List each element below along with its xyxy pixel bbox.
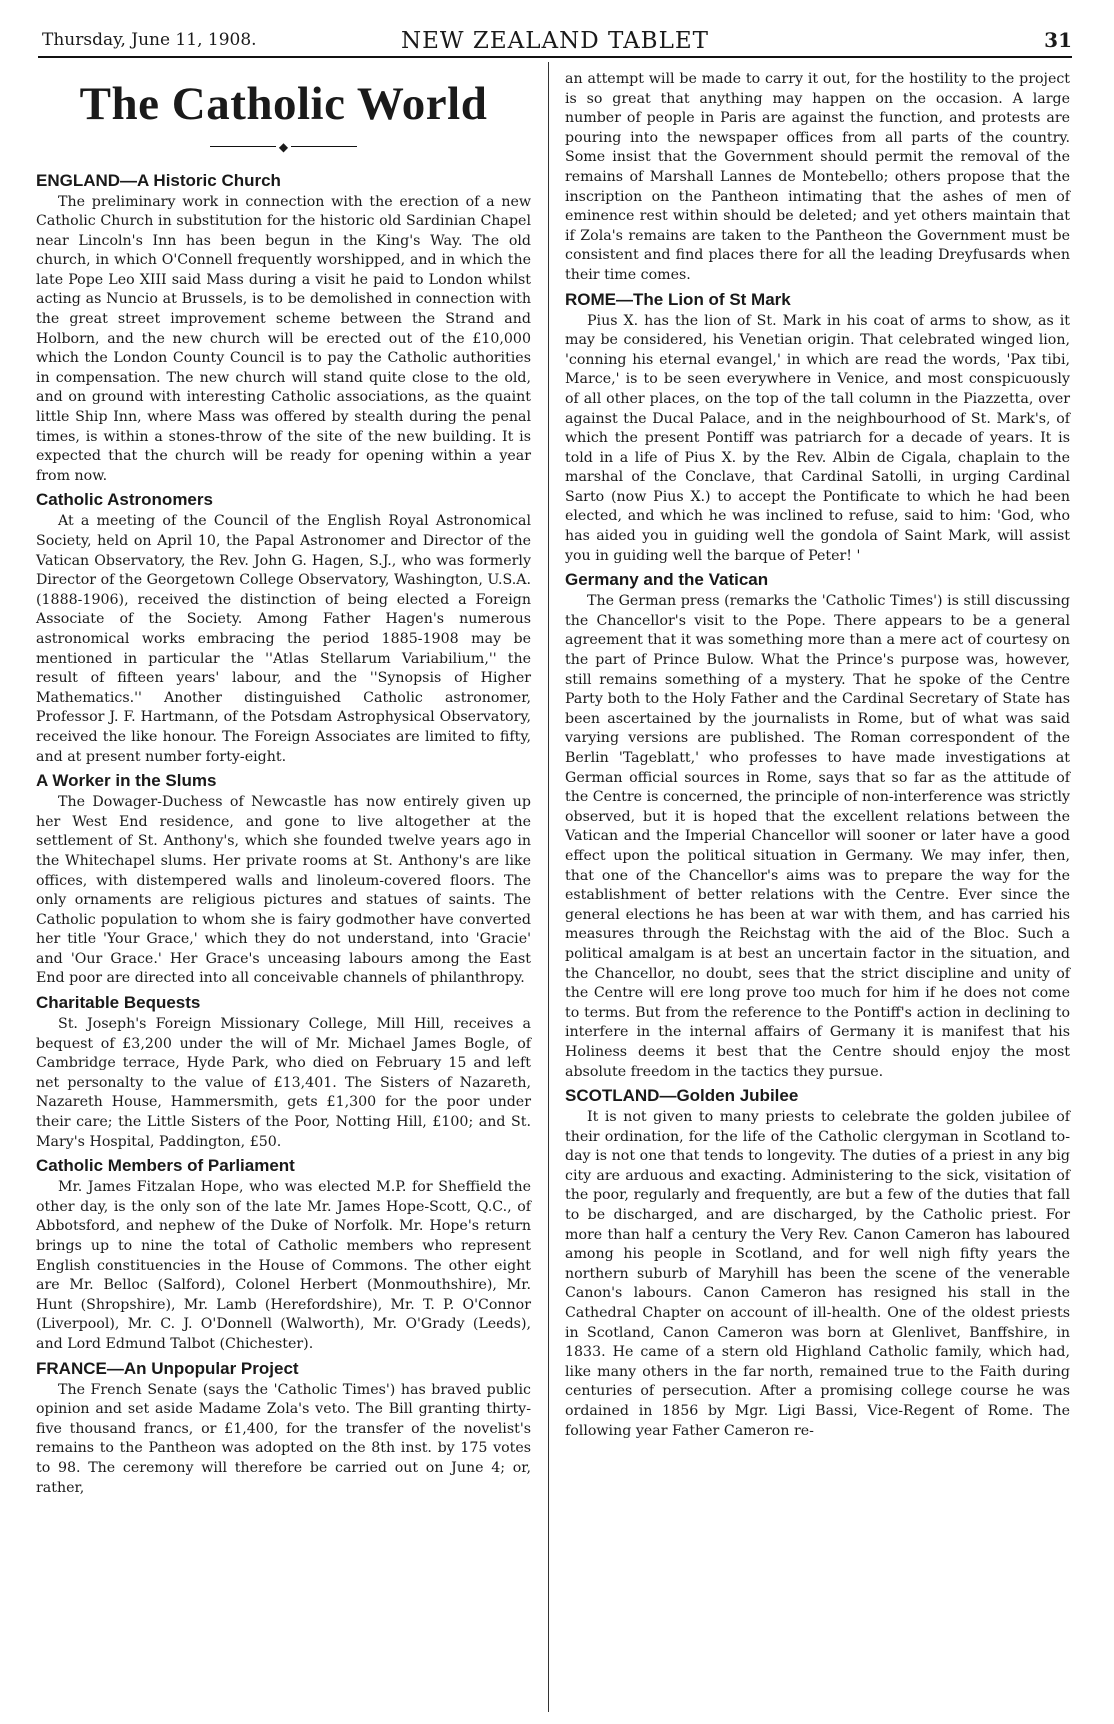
right-column: [565, 70, 1070, 1441]
diamond-ornament-icon: ◆: [278, 139, 289, 154]
article-body: Mr. James Fitzalan Hope, who was elected M.P. for Sheffield the other day, is the only son of the late Mr. James Hope-Scott, Q.C., of Abbotsford, and nephew of the Duke of Norfolk. Mr. Hope's return brings up to nine the total of Catholic members who represent English constituencies in the House of Commons. The other eight are Mr. Belloc (Salford), Colonel Herbert (Monmouthshire), Mr. Hunt (Shropshire), Mr. Lamb (Herefordshire), Mr. T. P. O'Connor (Liverpool), Mr. C. J. O'Donnell (Walworth), Mr. O'Grady (Leeds), and Lord Edmund Talbot (Chichester).: [36, 1179, 531, 1352]
article-heading: ROME—The Lion of St Mark: [565, 289, 791, 309]
article-slums: [36, 771, 531, 989]
article-continuation: an attempt will be made to carry it out, for the hostility to the project is so great that anything may happen on the occasion. A large number of people in Paris are against the function, and protests are pouring into the newspaper offices from all parts of the country. Some insist that the Government should permit the removal of the remains of Marshall Lannes de Montebello; others propose that the inscription on the Pantheon intimating that the ashes of men of eminence rest within should be deleted; and yet others maintain that if Zola's remains are taken to the Pantheon the Government must be consistent and find places there for all the leading Dreyfusards when their time comes.: [565, 71, 1070, 283]
article-parliament: [36, 1156, 531, 1354]
issue-date: Thursday, June 11, 1908.: [42, 30, 257, 50]
article-rome: [565, 290, 1070, 567]
article-astronomers: [36, 490, 531, 767]
column-divider: [548, 62, 549, 1712]
article-germany: [565, 570, 1070, 1082]
article-heading: Germany and the Vatican: [565, 570, 769, 590]
page-number: 31: [1044, 28, 1072, 52]
article-bequests: [36, 993, 531, 1152]
article-heading: Charitable Bequests: [36, 993, 201, 1013]
article-body: St. Joseph's Foreign Missionary College, Mill Hill, receives a bequest of £3,200 under the will of Mr. Michael James Bogle, of Cambridge terrace, Hyde Park, who died on February 15 and left net personalty to the value of £13,401. The Sisters of Nazareth, Nazareth House, Hammersmith, gets £1,300 for the poor under their care; the Little Sisters of the Poor, Notting Hill, £100; and St. Mary's Hospital, Paddington, £50.: [36, 1016, 531, 1150]
article-heading: ENGLAND—A Historic Church: [36, 170, 281, 190]
article-heading: Catholic Astronomers: [36, 490, 213, 510]
article-heading: Catholic Members of Parliament: [36, 1156, 295, 1176]
article-body: The German press (remarks the 'Catholic Times') is still discussing the Chancellor's visit to the Pope. There appears to be a general agreement that it was something more than a mere act of courtesy on the part of Prince Bulow. What the Prince's purpose was, however, still remains something of a mystery. That he spoke of the Centre Party both to the Holy Father and the Cardinal Secretary of State has been ascertained by the journalists in Rome, but of what was said varying versions are published. The Roman correspondent of the Berlin 'Tageblatt,' who professes to have made investigations at German official sources in Rome, says that so far as the attitude of the Centre is concerned, the principle of non-interference was strictly observed, but it is hoped that the excellent relations between the Vatican and the Imperial Chancellor will sooner or later have a good effect upon the political situation in Germany. We may infer, then, that one of the Chancellor's aims was to prepare the way for the establishment of better relations with the Centre. Ever since the general elections he has been at war with them, and has carried his measures through the Reichstag with the aid of the Bloc. Such a political amalgam is at best an uncertain factor in the situation, and the Chancellor, no doubt, sees that the strict discipline and unity of the Centre will ere long prove too much for him if he does not come to terms. But from the reference to the Pontiff's action in declining to interfere in the internal affairs of Germany it is manifest that his Holiness deems it best that the Centre should enjoy the most absolute freedom in the tactics they pursue.: [565, 593, 1070, 1080]
article-england: [36, 171, 531, 487]
article-body: The Dowager-Duchess of Newcastle has now entirely given up her West End residence, and gone to live altogether at the settlement of St. Anthony's, which she founded twelve years ago in the Whitechapel slums. Her private rooms at St. Anthony's are like offices, with distempered walls and linoleum-covered floors. The only ornaments are religious pictures and statues of saints. The Catholic population to whom she is fairy godmother have converted her title 'Your Grace,' which they do not understand, into 'Gracie' and 'Our Grace.' Her Grace's unceasing labours among the East End poor are directed into all conceivable channels of philanthropy.: [36, 794, 531, 987]
article-body: It is not given to many priests to celebrate the golden jubilee of their ordination, for the life of the Catholic clergyman in Scotland to-day is not one that tends to longevity. The duties of a priest in any big city are arduous and exacting. Administering to the sick, visitation of the poor, regularly and frequently, are but a few of the duties that fall to be discharged, and are discharged, by the Catholic priest. For more than half a century the Very Rev. Canon Cameron has laboured among his people in Scotland, and for well nigh fifty years the northern suburb of Maryhill has been the scene of the venerable Canon's labours. Canon Cameron has resigned his stall in the Cathedral Chapter on account of ill-health. One of the oldest priests in Scotland, Canon Cameron was born at Glenlivet, Banffshire, in 1833. He came of a stern old Highland Catholic family, which had, like many others in the far north, remained true to the Faith during centuries of persecution. After a promising college course he was ordained in 1856 by Mgr. Ligi Bassi, Vice-Regent of Rome. The following year Father Cameron re-: [565, 1109, 1070, 1439]
masthead-rule: [38, 56, 1072, 58]
article-body: At a meeting of the Council of the English Royal Astronomical Society, held on April 10, the Papal Astronomer and Director of the Vatican Observatory, the Rev. John G. Hagen, S.J., who was formerly Director of the Georgetown College Observatory, Washington, U.S.A. (1888-1906), received the distinction of being elected a Foreign Associate of the Society. Among Father Hagen's numerous astronomical works embracing the period 1885-1908 may be mentioned in particular the ''Atlas Stellarum Variabilium,'' the result of fifteen years' labour, and the ''Synopsis of Higher Mathematics.'' Another distinguished Catholic astronomer, Professor J. F. Hartmann, of the Potsdam Astrophysical Observatory, received the like honour. The Foreign Associates are limited to fifty, and at present number forty-eight.: [36, 513, 531, 765]
article-body: The French Senate (says the 'Catholic Times') has braved public opinion and set aside Madame Zola's veto. The Bill granting thirty-five thousand francs, or £1,400, for the transfer of the novelist's remains to the Pantheon was adopted on the 8th inst. by 175 votes to 98. The ceremony will therefore be carried out on June 4; or, rather,: [36, 1381, 531, 1496]
left-column: [36, 70, 531, 1498]
article-heading: A Worker in the Slums: [36, 771, 217, 791]
article-france: [36, 1359, 531, 1499]
article-heading: FRANCE—An Unpopular Project: [36, 1358, 299, 1378]
section-title: The Catholic World: [79, 78, 488, 130]
article-body: The preliminary work in connection with the erection of a new Catholic Church in substitution for the historic old Sardinian Chapel near Lincoln's Inn has been begun in the King's Way. The old church, in which O'Connell frequently worshipped, and in which the late Pope Leo XIII said Mass during a visit he paid to London whilst acting as Nuncio at Brussels, is to be demolished in connection with the great street improvement scheme between the Strand and Holborn, and the new church will be erected out of the £10,000 which the London County Council is to pay the Catholic authorities in compensation. The new church will stand quite close to the old, and on ground with interesting Catholic associations, as the quaint little Ship Inn, where Mass was offered by stealth during the penal times, is within a stones-throw of the site of the new building. It is expected that the church will be ready for opening within a year from now.: [36, 193, 531, 484]
title-ornament: [36, 140, 531, 153]
article-body: Pius X. has the lion of St. Mark in his coat of arms to show, as it may be considered, his Venetian origin. That celebrated winged lion, 'conning his eternal evangel,' in which are read the words, 'Pax tibi, Marce,' is to be seen everywhere in Venice, and most conspicuously of all other places, on the top of the tall column in the Piazzetta, over against the Ducal Palace, and in the neighbourhood of St. Mark's, of which the present Pontiff was patriarch for a decade of years. It is told in a life of Pius X. by the Rev. Albin de Cigala, chaplain to the marshal of the Conclave, that Cardinal Satolli, in urging Cardinal Sarto (now Pius X.) to accept the Pontificate to which he had been elected, and which he was inclined to refuse, said to him: 'God, who has aided you in guiding well the gondola of Saint Mark, will assist you in guiding well the barque of Peter! ': [565, 312, 1070, 564]
article-scotland: [565, 1086, 1070, 1441]
masthead: [38, 22, 1072, 56]
article-heading: SCOTLAND—Golden Jubilee: [565, 1086, 799, 1106]
paper-name: NEW ZEALAND TABLET: [400, 28, 709, 54]
